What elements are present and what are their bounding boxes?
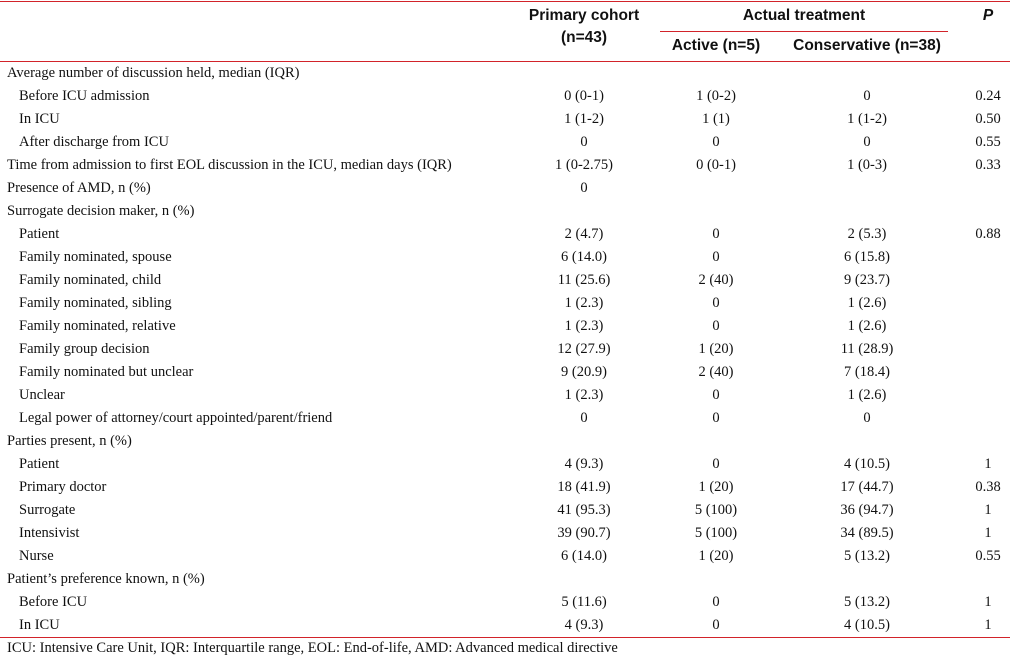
cell-primary-cohort: 0 (0-1) [564, 88, 604, 104]
row-label: Family nominated but unclear [19, 364, 194, 380]
table-row [0, 200, 1010, 223]
table-row [0, 453, 1010, 476]
cell-conservative: 1 (0-3) [847, 157, 887, 173]
cell-primary-cohort: 39 (90.7) [557, 525, 611, 541]
cell-conservative: 2 (5.3) [847, 226, 887, 242]
cell-primary-cohort: 12 (27.9) [557, 341, 611, 357]
cell-primary-cohort: 1 (2.3) [564, 318, 604, 334]
header-active: Active (n=5) [671, 37, 761, 54]
cell-active: 0 [712, 456, 720, 472]
table-row [0, 131, 1010, 154]
cell-conservative: 0 [863, 134, 871, 150]
cell-p-value: 0.55 [975, 134, 1001, 150]
cell-active: 0 (0-1) [696, 157, 736, 173]
row-label: Average number of discussion held, median (IQR) [7, 65, 300, 81]
cell-active: 2 (40) [698, 364, 734, 380]
cell-p-value: 0.24 [975, 88, 1001, 104]
header-actual-treatment: Actual treatment [742, 7, 866, 24]
cell-p-value: 1 [984, 502, 992, 518]
cell-primary-cohort: 1 (0-2.75) [555, 157, 613, 173]
cell-p-value: 1 [984, 617, 992, 633]
header-primary-n: (n=43) [560, 29, 608, 46]
cell-p-value: 1 [984, 525, 992, 541]
row-label: Surrogate decision maker, n (%) [7, 203, 195, 219]
cell-active: 0 [712, 295, 720, 311]
table-row [0, 591, 1010, 614]
cell-conservative: 1 (2.6) [847, 295, 887, 311]
cell-primary-cohort: 0 [580, 410, 588, 426]
cell-active: 1 (1) [702, 111, 730, 127]
cell-active: 2 (40) [698, 272, 734, 288]
cell-primary-cohort: 6 (14.0) [561, 548, 607, 564]
row-label: Parties present, n (%) [7, 433, 132, 449]
row-label: Before ICU admission [19, 88, 150, 104]
cell-primary-cohort: 1 (2.3) [564, 387, 604, 403]
cell-conservative: 11 (28.9) [840, 341, 894, 357]
table-row [0, 62, 1010, 85]
row-label: Legal power of attorney/court appointed/parent/friend [19, 410, 333, 426]
cell-conservative: 6 (15.8) [844, 249, 890, 265]
cell-active: 1 (20) [698, 548, 734, 564]
cell-active: 1 (20) [698, 479, 734, 495]
cell-p-value: 1 [984, 456, 992, 472]
bottom-rule [0, 637, 1010, 638]
table-row [0, 568, 1010, 591]
cell-primary-cohort: 18 (41.9) [557, 479, 611, 495]
row-label: Surrogate [19, 502, 76, 518]
cell-conservative: 1 (2.6) [847, 387, 887, 403]
row-label: Time from admission to first EOL discussion in the ICU, median days (IQR) [7, 157, 452, 173]
cell-conservative: 1 (1-2) [847, 111, 887, 127]
cell-primary-cohort: 0 [580, 180, 588, 196]
row-label: Presence of AMD, n (%) [7, 180, 151, 196]
header-conservative: Conservative (n=38) [793, 37, 941, 54]
cell-p-value: 0.33 [975, 157, 1001, 173]
cell-p-value: 0.55 [975, 548, 1001, 564]
cell-primary-cohort: 1 (2.3) [564, 295, 604, 311]
table-row [0, 522, 1010, 545]
header-primary-cohort: Primary cohort [528, 7, 640, 24]
row-label: Before ICU [19, 594, 88, 610]
cell-active: 0 [712, 226, 720, 242]
cell-conservative: 4 (10.5) [844, 456, 890, 472]
cell-conservative: 7 (18.4) [844, 364, 890, 380]
table-row [0, 499, 1010, 522]
table-row [0, 292, 1010, 315]
cell-primary-cohort: 11 (25.6) [557, 272, 611, 288]
table-row [0, 338, 1010, 361]
table-row [0, 407, 1010, 430]
cell-primary-cohort: 5 (11.6) [561, 594, 607, 610]
table-row [0, 545, 1010, 568]
cell-p-value: 0.88 [975, 226, 1001, 242]
table-row [0, 269, 1010, 292]
row-label: Family group decision [19, 341, 150, 357]
cell-primary-cohort: 9 (20.9) [561, 364, 607, 380]
row-label: In ICU [19, 617, 60, 633]
table-row [0, 315, 1010, 338]
cell-active: 0 [712, 617, 720, 633]
table-row [0, 154, 1010, 177]
row-label: Patient [19, 456, 60, 472]
cell-conservative: 0 [863, 88, 871, 104]
row-label: Intensivist [19, 525, 80, 541]
table-row [0, 361, 1010, 384]
row-label: In ICU [19, 111, 60, 127]
table-row [0, 430, 1010, 453]
row-label: Family nominated, sibling [19, 295, 172, 311]
table-row [0, 246, 1010, 269]
table-row [0, 85, 1010, 108]
cell-active: 1 (20) [698, 341, 734, 357]
table-row [0, 614, 1010, 637]
cell-primary-cohort: 2 (4.7) [564, 226, 604, 242]
table-footnote: ICU: Intensive Care Unit, IQR: Interquartile range, EOL: End-of-life, AMD: Advanced medical directive [7, 640, 618, 656]
table-row [0, 476, 1010, 499]
cell-active: 5 (100) [694, 502, 738, 518]
row-label: Family nominated, child [19, 272, 162, 288]
cell-p-value: 0.38 [975, 479, 1001, 495]
cell-conservative: 9 (23.7) [844, 272, 890, 288]
row-label: After discharge from ICU [19, 134, 169, 150]
cell-conservative: 5 (13.2) [844, 548, 890, 564]
cell-primary-cohort: 1 (1-2) [564, 111, 604, 127]
cell-p-value: 1 [984, 594, 992, 610]
cell-conservative: 17 (44.7) [840, 479, 894, 495]
cell-conservative: 34 (89.5) [840, 525, 894, 541]
cell-primary-cohort: 0 [580, 134, 588, 150]
row-label: Patient [19, 226, 60, 242]
table-row [0, 384, 1010, 407]
table-row [0, 177, 1010, 200]
table-row [0, 108, 1010, 131]
row-label: Patient’s preference known, n (%) [7, 571, 205, 587]
top-rule [0, 1, 1010, 2]
cell-conservative: 5 (13.2) [844, 594, 890, 610]
cell-conservative: 4 (10.5) [844, 617, 890, 633]
row-label: Family nominated, spouse [19, 249, 172, 265]
cell-conservative: 0 [863, 410, 871, 426]
cell-active: 0 [712, 410, 720, 426]
row-label: Unclear [19, 387, 65, 403]
cell-primary-cohort: 4 (9.3) [564, 617, 604, 633]
actual-treatment-rule [660, 31, 948, 32]
cell-primary-cohort: 6 (14.0) [561, 249, 607, 265]
cell-active: 1 (0-2) [696, 88, 736, 104]
table-row [0, 223, 1010, 246]
cell-conservative: 1 (2.6) [847, 318, 887, 334]
row-label: Primary doctor [19, 479, 107, 495]
cell-active: 0 [712, 249, 720, 265]
header-p-value: P [982, 7, 994, 24]
cell-active: 0 [712, 318, 720, 334]
cell-primary-cohort: 4 (9.3) [564, 456, 604, 472]
cell-active: 0 [712, 387, 720, 403]
cell-active: 5 (100) [694, 525, 738, 541]
cell-active: 0 [712, 134, 720, 150]
row-label: Nurse [19, 548, 54, 564]
row-label: Family nominated, relative [19, 318, 176, 334]
cell-primary-cohort: 41 (95.3) [557, 502, 611, 518]
cell-active: 0 [712, 594, 720, 610]
cell-p-value: 0.50 [975, 111, 1001, 127]
cell-conservative: 36 (94.7) [840, 502, 894, 518]
